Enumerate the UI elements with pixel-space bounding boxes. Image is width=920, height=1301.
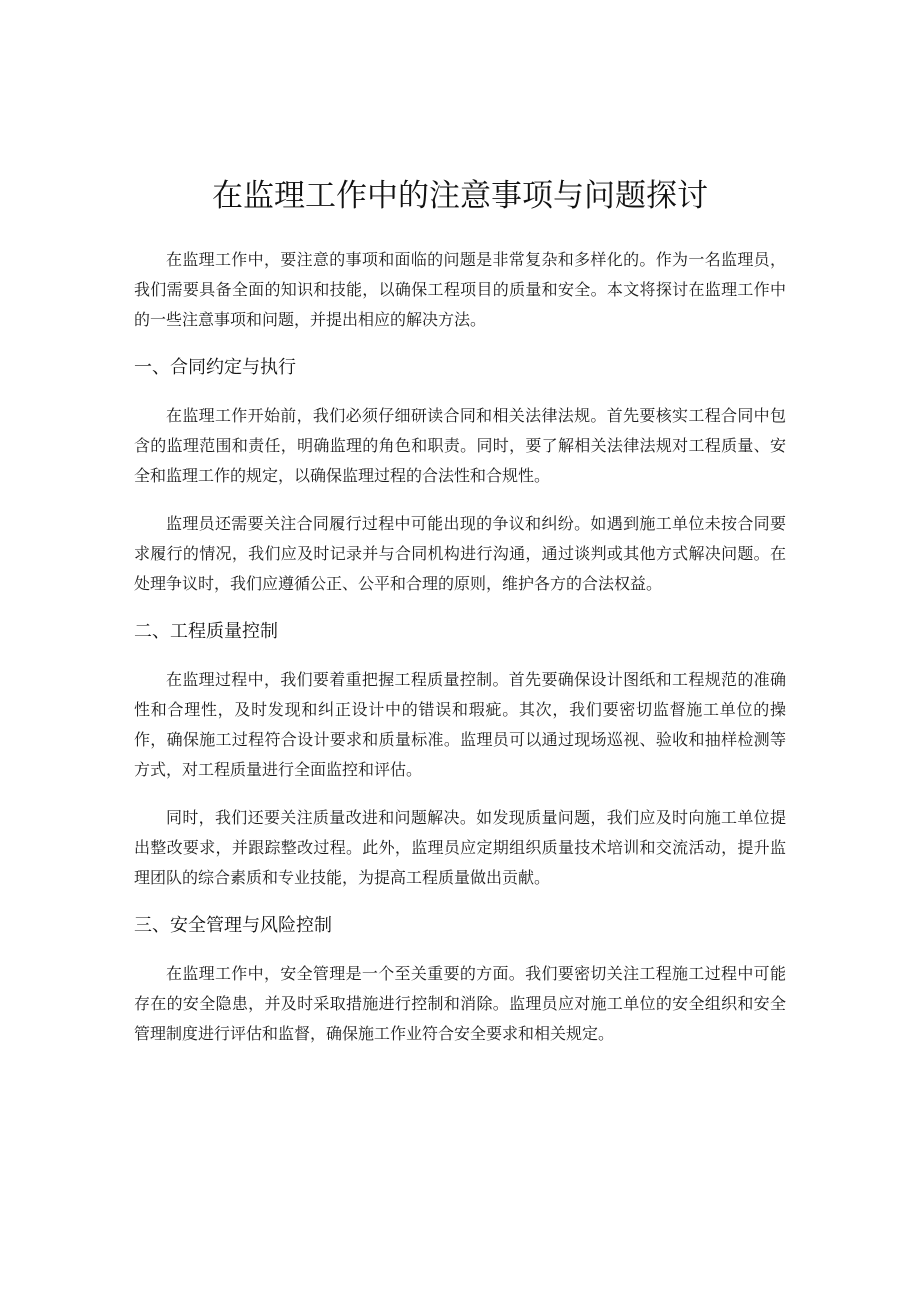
section-paragraph: 在监理工作开始前，我们必须仔细研读合同和相关法律法规。首先要核实工程合同中包含的监理范围和责任，明确监理的角色和职责。同时，要了解相关法律法规对工程质量、安全和监理工作的规定，以确保监理过程的合法性和合规性。: [134, 406, 786, 485]
section-heading: 二、工程质量控制: [134, 621, 278, 642]
section-heading: 三、安全管理与风险控制: [134, 915, 332, 936]
section-contract: [134, 353, 786, 599]
section-safety: [134, 911, 786, 1049]
document-title: 在监理工作中的注意事项与问题探讨: [212, 178, 708, 214]
section-paragraph: 在监理工作中，安全管理是一个至关重要的方面。我们要密切关注工程施工过程中可能存在的安全隐患，并及时采取措施进行控制和消除。监理员应对施工单位的安全组织和安全管理制度进行评估和监督，确保施工作业符合安全要求和相关规定。: [134, 964, 786, 1043]
section-paragraph: 同时，我们还要关注质量改进和问题解决。如发现质量问题，我们应及时向施工单位提出整改要求，并跟踪整改过程。此外，监理员应定期组织质量技术培训和交流活动，提升监理团队的综合素质和专业技能，为提高工程质量做出贡献。: [134, 808, 786, 887]
intro-paragraph: 在监理工作中，要注意的事项和面临的问题是非常复杂和多样化的。作为一名监理员，我们需要具备全面的知识和技能，以确保工程项目的质量和安全。本文将探讨在监理工作中的一些注意事项和问题，并提出相应的解决方法。: [134, 250, 786, 329]
section-paragraph: 监理员还需要关注合同履行过程中可能出现的争议和纠纷。如遇到施工单位未按合同要求履行的情况，我们应及时记录并与合同机构进行沟通，通过谈判或其他方式解决问题。在处理争议时，我们应遵循公正、公平和合理的原则，维护各方的合法权益。: [134, 514, 786, 593]
section-heading: 一、合同约定与执行: [134, 357, 296, 378]
section-paragraph: 在监理过程中，我们要着重把握工程质量控制。首先要确保设计图纸和工程规范的准确性和合理性，及时发现和纠正设计中的错误和瑕疵。其次，我们要密切监督施工单位的操作，确保施工过程符合设计要求和质量标准。监理员可以通过现场巡视、验收和抽样检测等方式，对工程质量进行全面监控和评估。: [134, 670, 786, 779]
section-quality: [134, 617, 786, 893]
document-body: [134, 245, 786, 1067]
